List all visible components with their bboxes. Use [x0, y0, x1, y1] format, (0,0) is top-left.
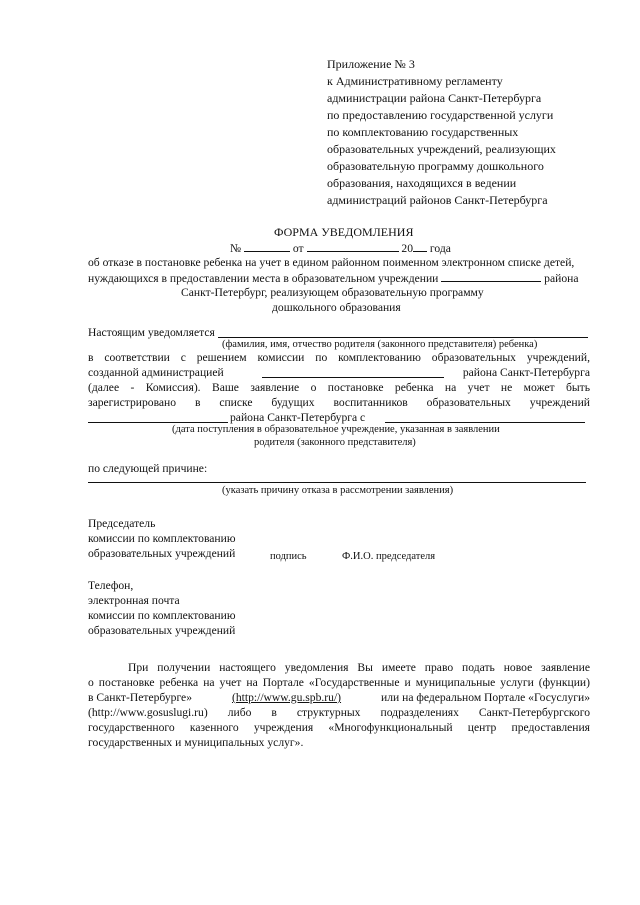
- reason-label: по следующей причине:: [88, 462, 208, 475]
- chair-line: Председатель: [88, 517, 156, 530]
- body-line: района Санкт-Петербурга с: [230, 411, 366, 424]
- appendix-line: администраций районов Санкт-Петербурга: [327, 193, 548, 207]
- number-prefix: №: [230, 242, 242, 255]
- appendix-line: образовательную программу дошкольного: [327, 159, 544, 173]
- body-line: созданной администрацией: [88, 366, 224, 379]
- notice-line: государственного казенного учреждения «Многофункциональный центр предоставления: [88, 721, 590, 734]
- contacts-line: Телефон,: [88, 579, 134, 592]
- contacts-line: комиссии по комплектованию: [88, 609, 236, 622]
- signature-label: подпись: [270, 551, 307, 562]
- administration-blank: [262, 377, 444, 378]
- body-line: района Санкт-Петербурга: [462, 366, 590, 379]
- notice-line: государственных и муниципальных услуг».: [88, 736, 304, 749]
- reason-blank: [88, 482, 586, 483]
- date-caption: (дата поступления в образовательное учреждение, указанная в заявлении: [172, 424, 500, 435]
- institution-list-blank: [88, 422, 228, 423]
- appendix-line: образовательных учреждений, реализующих: [327, 142, 556, 156]
- appendix-line: образования, находящихся в ведении: [327, 176, 517, 190]
- date-blank: [307, 242, 399, 252]
- date-caption: родителя (законного представителя): [254, 437, 416, 448]
- chair-name-label: Ф.И.О. председателя: [342, 551, 436, 562]
- contacts-line: электронная почта: [88, 594, 180, 607]
- contacts-block: [88, 578, 235, 638]
- notice-text: в Санкт-Петербурге»: [88, 691, 192, 704]
- notice-line: [88, 692, 590, 704]
- gu-spb-link[interactable]: (http://www.gu.spb.ru/): [231, 691, 342, 704]
- appendix-line: администрации района Санкт-Петербурга: [327, 91, 542, 105]
- appendix-line: к Административному регламенту: [327, 74, 503, 88]
- form-title: ФОРМА УВЕДОМЛЕНИЯ: [274, 225, 414, 239]
- notice-line: При получении настоящего уведомления Вы имеете право подать новое заявление: [128, 661, 590, 674]
- institution-blank: [441, 272, 541, 282]
- form-number-line: [230, 242, 451, 255]
- subject-text: нуждающихся в предоставлении места в образовательном учреждении: [88, 272, 439, 285]
- from-label: от: [292, 242, 304, 255]
- notify-label: Настоящим уведомляется: [88, 326, 215, 339]
- appendix-line: Приложение № 3: [327, 57, 415, 71]
- body-line: зарегистрировано в списке будущих воспитанников образовательных учреждений: [88, 396, 590, 409]
- chair-block: [88, 516, 235, 561]
- chair-line: комиссии по комплектованию: [88, 532, 236, 545]
- number-blank: [244, 242, 290, 252]
- subject-line: Санкт-Петербург, реализующем образовательную программу: [181, 286, 484, 299]
- year-suffix: года: [429, 242, 451, 255]
- parent-name-blank: [218, 337, 588, 338]
- subject-line: дошкольного образования: [272, 301, 401, 314]
- body-line: в соответствии с решением комиссии по комплектованию образовательных учреждений,: [88, 351, 590, 364]
- reason-caption: (указать причину отказа в рассмотрении заявления): [222, 485, 454, 496]
- contacts-line: образовательных учреждений: [88, 624, 236, 637]
- appendix-line: по предоставлению государственной услуги: [327, 108, 554, 122]
- chair-line: образовательных учреждений: [88, 547, 236, 560]
- year-blank: [413, 242, 427, 252]
- appendix-line: по комплектованию государственных: [327, 125, 519, 139]
- notice-text: или на федеральном Портале «Госуслуги»: [381, 691, 590, 704]
- subject-line: об отказе в постановке ребенка на учет в едином районном поименном электронном списке детей,: [88, 256, 575, 269]
- notify-caption: (фамилия, имя, отчество родителя (законного представителя) ребенка): [222, 339, 538, 350]
- notice-line: о постановке ребенка на учет на Портале «Государственные и муниципальные услуги (функции): [88, 676, 590, 689]
- notice-line: (http://www.gosuslugi.ru) либо в структурных подразделениях Санкт-Петербургского: [88, 706, 590, 719]
- appendix-header: [327, 56, 556, 209]
- subject-text: района: [544, 272, 579, 285]
- application-date-blank: [385, 422, 585, 423]
- year-prefix: 20: [401, 242, 413, 255]
- subject-line: [88, 272, 578, 285]
- body-line: (далее - Комиссия). Ваше заявление о постановке ребенка на учет не может быть: [88, 381, 590, 394]
